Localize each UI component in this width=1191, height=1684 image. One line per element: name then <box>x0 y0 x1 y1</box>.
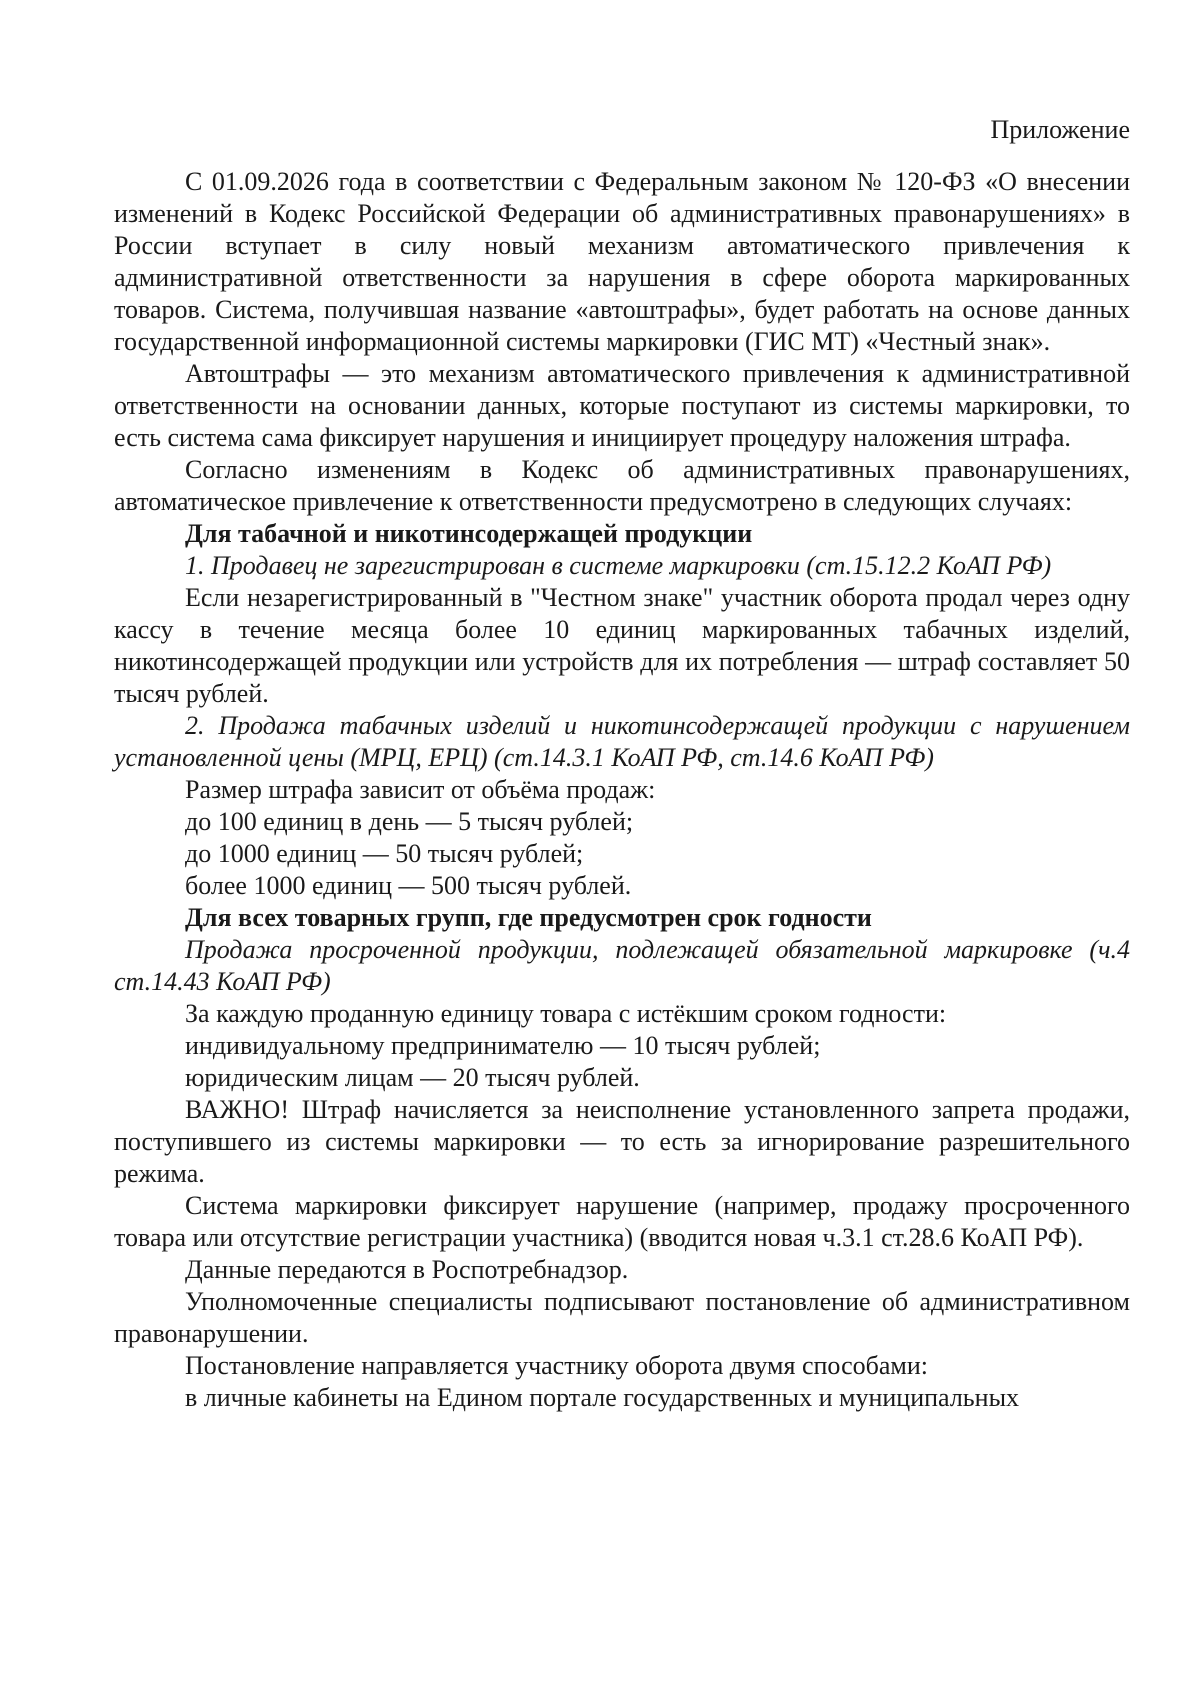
appendix-label: Приложение <box>990 115 1130 144</box>
procedure-step-1: Система маркировки фиксирует нарушение (например, продажу просроченного товара или отсутствие регистрации участника) (вводится новая ч.3.1 ст.28.6 КоАП РФ). <box>114 1191 1130 1252</box>
intro-paragraph: С 01.09.2026 года в соответствии с Федеральным законом № 120-ФЗ «О внесении изменений в Кодекс Российской Федерации об административных правонарушениях» в России вступает в силу новый механизм автоматического привлечения к административной ответственности за нарушения в сфере оборота маркированных товаров. Система, получившая название «автоштрафы», будет работать на основе данных государственной информационной системы маркировки (ГИС МТ) «Честный знак». <box>114 167 1130 356</box>
tobacco-case2-intro: Размер штрафа зависит от объёма продаж: <box>185 775 656 804</box>
procedure-step-4-item-1: в личные кабинеты на Едином портале государственных и муниципальных <box>185 1383 1020 1412</box>
expiry-intro: За каждую проданную единицу товара с истёкшим сроком годности: <box>185 999 947 1028</box>
document-body <box>114 114 1130 1414</box>
tobacco-case1-text: Если незарегистрированный в "Честном знаке" участник оборота продал через одну кассу в течение месяца более 10 единиц маркированных табачных изделий, никотинсодержащей продукции или устройств для их потребления — штраф составляет 50 тысяч рублей. <box>114 583 1130 708</box>
procedure-step-4: Постановление направляется участнику оборота двумя способами: <box>185 1351 928 1380</box>
list-item: юридическим лицам — 20 тысяч рублей. <box>185 1063 640 1092</box>
procedure-step-2: Данные передаются в Роспотребнадзор. <box>185 1255 629 1284</box>
tobacco-case2-title: 2. Продажа табачных изделий и никотинсодержащей продукции с нарушением установленной цены (МРЦ, ЕРЦ) (ст.14.3.1 КоАП РФ, ст.14.6 КоАП РФ) <box>114 711 1130 772</box>
tobacco-case1-title: 1. Продавец не зарегистрирован в системе маркировки (ст.15.12.2 КоАП РФ) <box>185 551 1052 580</box>
procedure-step-3: Уполномоченные специалисты подписывают постановление об административном правонарушении. <box>114 1287 1130 1348</box>
definition-paragraph: Автоштрафы — это механизм автоматического привлечения к административной ответственности на основании данных, которые поступают из системы маркировки, то есть система сама фиксирует нарушения и инициирует процедуру наложения штрафа. <box>114 359 1130 452</box>
expiry-title: Продажа просроченной продукции, подлежащей обязательной маркировке (ч.4 ст.14.43 КоАП РФ) <box>114 935 1130 996</box>
list-item: более 1000 единиц — 500 тысяч рублей. <box>185 871 632 900</box>
expiry-heading: Для всех товарных групп, где предусмотрен срок годности <box>185 903 872 932</box>
important-paragraph: ВАЖНО! Штраф начисляется за неисполнение установленного запрета продажи, поступившего из системы маркировки — то есть за игнорирование разрешительного режима. <box>114 1095 1130 1188</box>
list-item: до 1000 единиц — 50 тысяч рублей; <box>185 839 584 868</box>
cases-intro-paragraph: Согласно изменениям в Кодекс об административных правонарушениях, автоматическое привлечение к ответственности предусмотрено в следующих случаях: <box>114 455 1130 516</box>
list-item: до 100 единиц в день — 5 тысяч рублей; <box>185 807 634 836</box>
list-item: индивидуальному предпринимателю — 10 тысяч рублей; <box>185 1031 821 1060</box>
tobacco-heading: Для табачной и никотинсодержащей продукции <box>185 519 753 548</box>
